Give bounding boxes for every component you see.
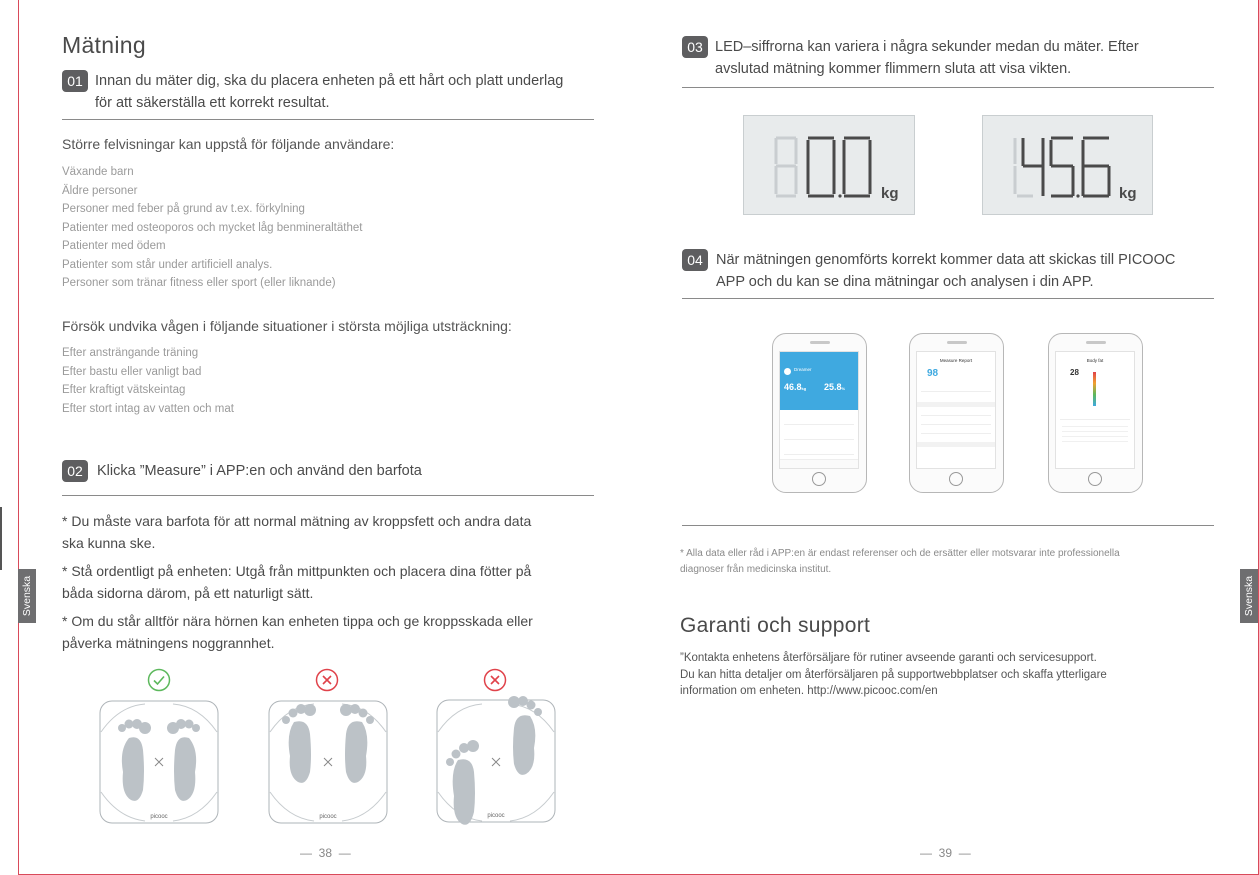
bullet-line: * Du måste vara barfota för att normal mätning av kroppsfett och andra data (62, 513, 532, 529)
bullet-line: ska kunna ske. (62, 535, 156, 551)
home-button (812, 472, 826, 486)
left-margin-mark (0, 507, 2, 570)
led-digits-weight (983, 116, 1154, 216)
step-text-line: APP och du kan se dina mätningar och analysen i din APP. (716, 274, 1094, 290)
avoid-list (62, 344, 234, 418)
fat-readout (824, 382, 845, 392)
home-button (949, 472, 963, 486)
screen-title: Body fat (1086, 358, 1104, 363)
list-item: Patienter med osteoporos och mycket låg benmineraltäthet (62, 221, 363, 234)
language-tab-label: Svenska (1243, 575, 1255, 617)
list-item: Äldre personer (62, 184, 138, 197)
page-dash: — (920, 846, 932, 860)
list-item: Efter stort intag av vatten och mat (62, 402, 234, 415)
divider (682, 87, 1214, 88)
page-title: Mätning (62, 32, 146, 58)
step-number-badge: 02 (62, 460, 88, 482)
app-header (780, 352, 858, 410)
page-dash: — (958, 846, 971, 860)
step-number-badge: 03 (682, 36, 708, 58)
led-display-final (982, 115, 1153, 215)
warranty-line: information om enheten. http://www.picooc.com/en (680, 685, 938, 697)
scale-wrong-illustration (268, 700, 388, 825)
phone-home-screen (772, 333, 867, 493)
list-item: Efter ansträngande träning (62, 347, 199, 359)
phone-screen (779, 351, 859, 469)
warranty-text (680, 650, 1107, 700)
list-item: Personer med feber på grund av t.ex. förkylning (62, 203, 305, 215)
scale-brand: picooc (319, 814, 337, 820)
scale-brand: picooc (487, 813, 505, 819)
language-tab-right (1240, 569, 1258, 623)
step-text-line: avslutad mätning kommer flimmern sluta att visa vikten. (715, 61, 1072, 77)
page-number-39 (920, 846, 971, 860)
step-number-badge: 04 (682, 249, 708, 271)
fat-unit: % (841, 386, 846, 391)
divider (682, 298, 1214, 299)
fat-value: 25.8 (824, 382, 842, 392)
list-item: Patienter som står under artificiell analys. (62, 258, 273, 271)
avoid-heading: Försök undvika vågen i följande situationer i största möjliga utsträckning: (62, 318, 512, 334)
bullet-list (62, 510, 533, 654)
cross-icon (483, 668, 507, 692)
user-name: Dreamer (794, 367, 812, 372)
bullet-line: båda sidorna därom, på ett naturligt sätt. (62, 585, 314, 601)
list-item: Personer som tränar fitness eller sport (eller liknande) (62, 277, 336, 289)
language-tab-left (18, 569, 36, 623)
tab-bar (780, 459, 859, 468)
disclaimer-line: * Alla data eller råd i APP:en är endast referenser och de ersätter eller motsvarar inte professionella (680, 548, 1120, 559)
home-button (1088, 472, 1102, 486)
display-unit: kg (1119, 185, 1137, 202)
list-item: Efter kraftigt vätskeintag (62, 384, 186, 396)
language-tab-label: Svenska (21, 575, 33, 617)
step-text-line: Innan du mäter dig, ska du placera enheten på ett hårt och platt underlag (95, 73, 564, 89)
phone-bodyfat-screen (1048, 333, 1143, 493)
phone-report-screen (909, 333, 1004, 493)
weight-readout (784, 382, 806, 392)
screen-title: Measure Report (939, 358, 973, 363)
phone-speaker (947, 341, 967, 344)
disclaimer-line: diagnoser från medicinska institut. (680, 564, 832, 575)
scale-correct-illustration (99, 700, 219, 825)
page-number: 38 (318, 846, 333, 860)
check-icon (147, 668, 171, 692)
page-number-38 (300, 846, 351, 860)
display-unit: kg (881, 185, 899, 202)
divider (62, 119, 594, 120)
step-text-line: När mätningen genomförts korrekt kommer data att skickas till PICOOC (716, 252, 1176, 268)
led-digits-flicker (744, 116, 916, 216)
page-number: 39 (938, 846, 953, 860)
bodyfat-scale-bar (1093, 372, 1096, 406)
led-display-measuring (743, 115, 915, 215)
divider (62, 495, 594, 496)
avatar (784, 368, 791, 375)
bullet-line: påverka mätningens noggrannhet. (62, 635, 275, 651)
list-item: Växande barn (62, 166, 134, 178)
phone-speaker (810, 341, 830, 344)
errors-list (62, 163, 362, 293)
step-number-badge: 01 (62, 70, 88, 92)
step-text-line: LED–siffrorna kan variera i några sekunder medan du mäter. Efter (715, 39, 1139, 55)
disclaimer (680, 546, 1120, 578)
scale-brand: picooc (150, 814, 168, 820)
step-text-line: för att säkerställa ett korrekt resultat. (95, 95, 330, 111)
phone-screen (916, 351, 996, 469)
score-value: 98 (927, 368, 939, 379)
divider (682, 525, 1214, 526)
phone-screen (1055, 351, 1135, 469)
step-text-line: Klicka ”Measure” i APP:en och använd den barfota (97, 463, 422, 479)
phone-speaker (1086, 341, 1106, 344)
list-item: Efter bastu eller vanligt bad (62, 365, 202, 378)
page-dash: — (338, 846, 351, 860)
warranty-heading: Garanti och support (680, 614, 871, 637)
bullet-line: * Om du står alltför nära hörnen kan enheten tippa och ge kroppsskada eller (62, 613, 533, 629)
bullet-line: * Stå ordentligt på enheten: Utgå från mittpunkten och placera dina fötter på (62, 563, 532, 579)
scale-wrong-illustration (436, 690, 556, 830)
errors-heading: Större felvisningar kan uppstå för följande användare: (62, 136, 395, 152)
list-item: Patienter med ödem (62, 240, 166, 252)
weight-unit: kg (801, 386, 807, 391)
weight-value: 46.8 (784, 382, 802, 392)
cross-icon (315, 668, 339, 692)
warranty-line: ”Kontakta enhetens återförsäljare för rutiner avseende garanti och servicesupport. (680, 652, 1097, 664)
page-dash: — (300, 846, 312, 860)
warranty-line: Du kan hitta detaljer om återförsäljaren på supportwebbplatser och skaffa ytterligare (680, 668, 1107, 681)
bodyfat-value: 28 (1070, 368, 1079, 377)
